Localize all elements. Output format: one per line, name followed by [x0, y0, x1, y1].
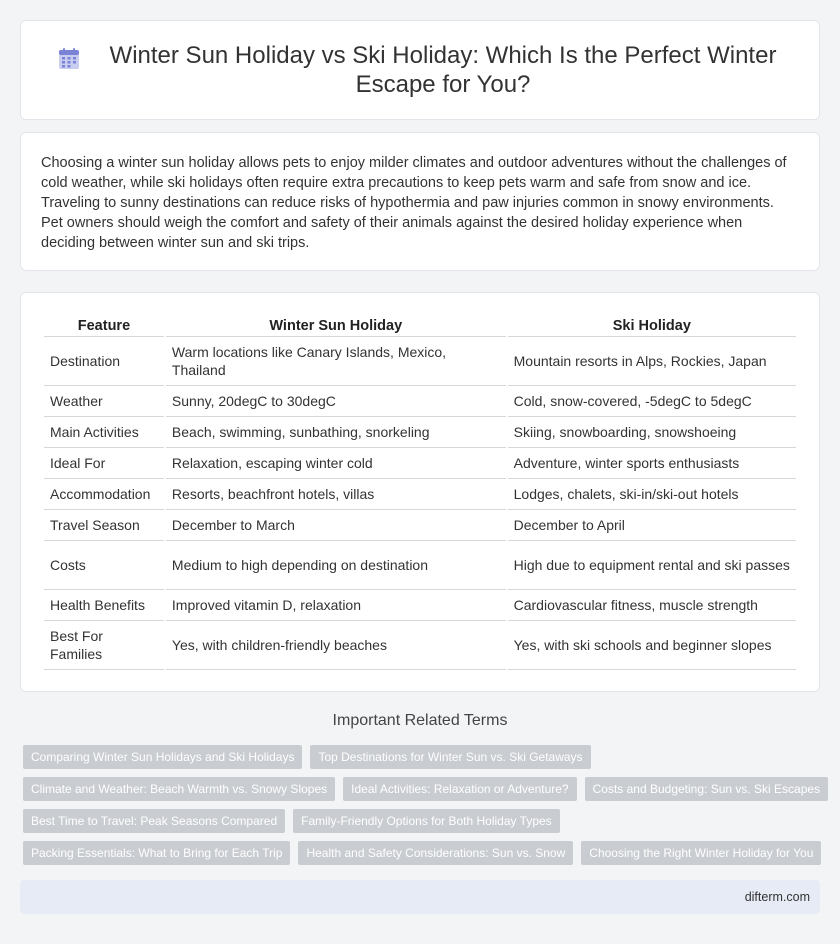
related-term-tag[interactable]: Top Destinations for Winter Sun vs. Ski Getaways [310, 745, 590, 769]
related-term-tag[interactable]: Packing Essentials: What to Bring for Each Trip [23, 841, 290, 865]
table-cell-winter-sun: Relaxation, escaping winter cold [166, 448, 506, 479]
related-term-tag[interactable]: Best Time to Travel: Peak Seasons Compared [23, 809, 285, 833]
table-row [44, 448, 796, 479]
related-term-tag[interactable]: Choosing the Right Winter Holiday for You [581, 841, 821, 865]
title-wrap [57, 41, 783, 99]
table-cell-ski: Mountain resorts in Alps, Rockies, Japan [508, 337, 796, 386]
related-term-tag[interactable]: Comparing Winter Sun Holidays and Ski Holidays [23, 745, 302, 769]
related-term-tag[interactable]: Climate and Weather: Beach Warmth vs. Snowy Slopes [23, 777, 335, 801]
tag-row [23, 777, 823, 801]
table-row [44, 510, 796, 541]
page-title: Winter Sun Holiday vs Ski Holiday: Which Is the Perfect Winter Escape for You? [109, 42, 777, 98]
table-cell-winter-sun: Resorts, beachfront hotels, villas [166, 479, 506, 510]
table-row [44, 337, 796, 386]
table-cell-ski: Cold, snow-covered, -5degC to 5degC [508, 386, 796, 417]
column-header-ski: Ski Holiday [508, 313, 796, 337]
footer [20, 880, 820, 914]
related-term-tag[interactable]: Costs and Budgeting: Sun vs. Ski Escapes [585, 777, 828, 801]
table-row [44, 590, 796, 621]
table-cell-feature: Destination [44, 337, 164, 386]
table-cell-ski: Yes, with ski schools and beginner slopes [508, 621, 796, 670]
table-cell-ski: Adventure, winter sports enthusiasts [508, 448, 796, 479]
table-cell-winter-sun: December to March [166, 510, 506, 541]
table-cell-winter-sun: Warm locations like Canary Islands, Mexico, Thailand [166, 337, 506, 386]
intro-text: Choosing a winter sun holiday allows pets to enjoy milder climates and outdoor adventures without the challenges of cold weather, while ski holidays often require extra precautions to keep pets warm and safe from snow and ice. Traveling to sunny destinations can reduce risks of hypothermia and paw injuries common in snowy environments. Pet owners should weigh the comfort and safety of their animals against the desired holiday experience when deciding between winter sun and ski trips. [41, 155, 787, 251]
header-card [20, 20, 820, 120]
column-header-feature: Feature [44, 313, 164, 337]
table-row [44, 386, 796, 417]
related-term-tag[interactable]: Ideal Activities: Relaxation or Adventure? [343, 777, 576, 801]
table-cell-feature: Costs [44, 541, 164, 590]
tag-row [23, 745, 823, 769]
table-row [44, 621, 796, 670]
table-cell-winter-sun: Yes, with children-friendly beaches [166, 621, 506, 670]
table-row [44, 541, 796, 590]
table-cell-ski: Cardiovascular fitness, muscle strength [508, 590, 796, 621]
related-term-tag[interactable]: Family-Friendly Options for Both Holiday Types [293, 809, 560, 833]
table-cell-ski: Lodges, chalets, ski-in/ski-out hotels [508, 479, 796, 510]
related-terms-title: Important Related Terms [332, 712, 508, 729]
intro-card [20, 132, 820, 271]
table-cell-feature: Accommodation [44, 479, 164, 510]
table-cell-winter-sun: Beach, swimming, sunbathing, snorkeling [166, 417, 506, 448]
table-cell-ski: December to April [508, 510, 796, 541]
comparison-table-card [20, 292, 820, 692]
related-term-tag[interactable]: Health and Safety Considerations: Sun vs. Snow [298, 841, 573, 865]
table-cell-feature: Health Benefits [44, 590, 164, 621]
table-cell-winter-sun: Improved vitamin D, relaxation [166, 590, 506, 621]
table-cell-ski: Skiing, snowboarding, snowshoeing [508, 417, 796, 448]
footer-brand[interactable]: difterm.com [744, 890, 810, 904]
table-cell-winter-sun: Medium to high depending on destination [166, 541, 506, 590]
table-row [44, 479, 796, 510]
table-header-row [44, 313, 796, 337]
table-cell-feature: Ideal For [44, 448, 164, 479]
table-cell-feature: Weather [44, 386, 164, 417]
column-header-winter-sun: Winter Sun Holiday [166, 313, 506, 337]
tag-row [23, 809, 823, 833]
table-cell-feature: Best For Families [44, 621, 164, 670]
table-cell-ski: High due to equipment rental and ski passes [508, 541, 796, 590]
table-row [44, 417, 796, 448]
tag-row [23, 841, 823, 865]
related-terms-tags [23, 745, 823, 873]
table-cell-feature: Travel Season [44, 510, 164, 541]
table-cell-winter-sun: Sunny, 20degC to 30degC [166, 386, 506, 417]
table-cell-feature: Main Activities [44, 417, 164, 448]
calendar-icon [57, 47, 81, 71]
comparison-table [42, 313, 798, 670]
